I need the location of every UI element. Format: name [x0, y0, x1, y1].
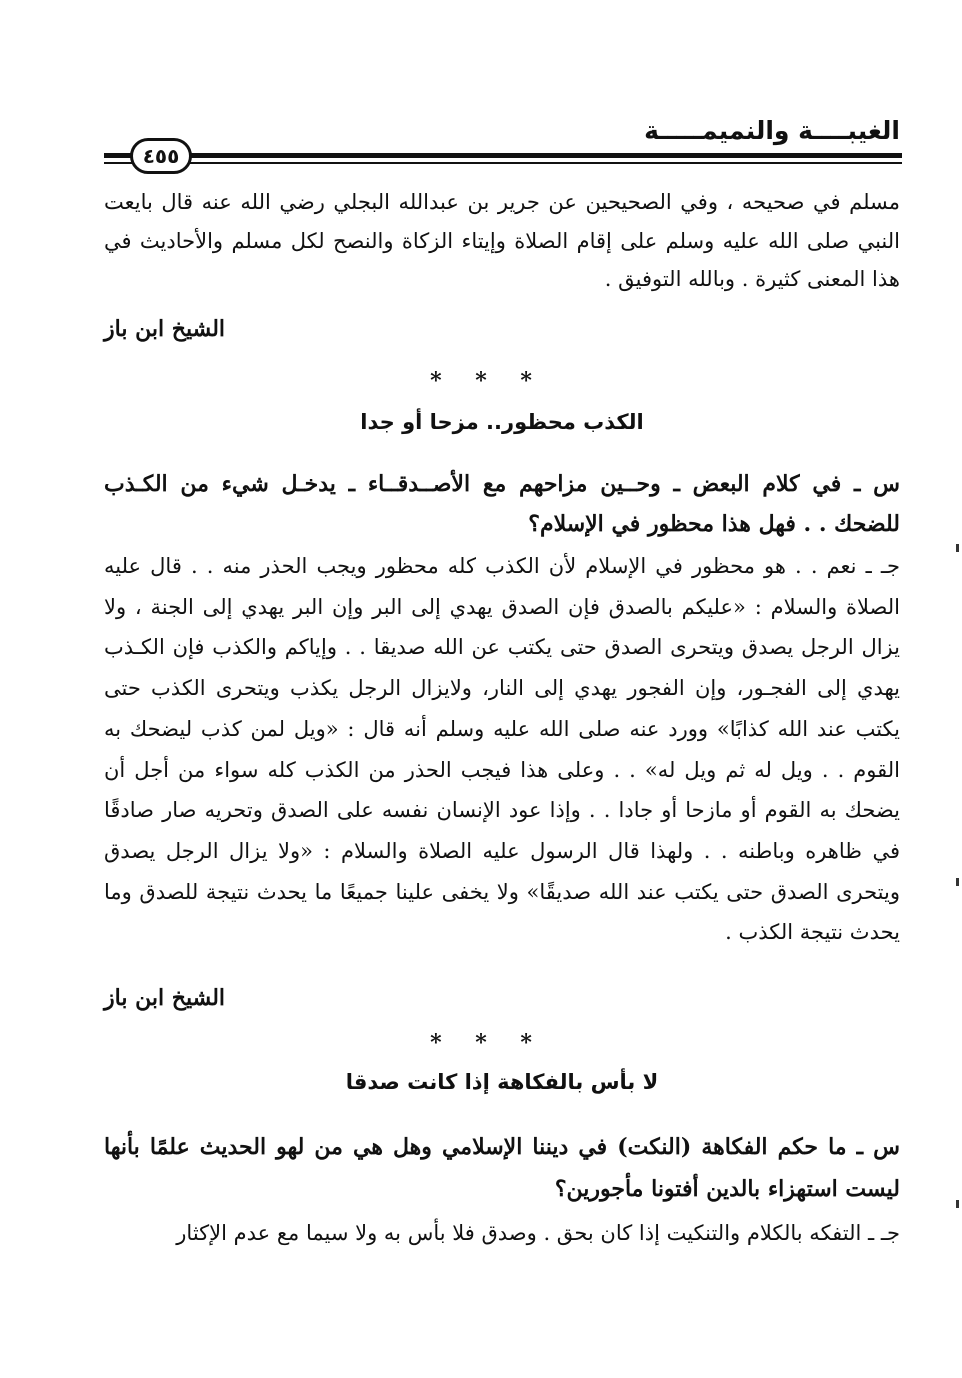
margin-mark: [956, 1200, 959, 1208]
margin-mark: [956, 878, 959, 886]
signature-ibn-baz-2: الشيخ ابن باز: [104, 985, 226, 1011]
question-lying: س ـ في كلام البعض ـ وحــين مزاحهم مع الأصــدقــاء ـ يدخـل شيء من الكـذب للضحك . . فهل هذا محظور في الإسلام؟: [104, 471, 900, 537]
section-heading-lying: الكذب محظور.. مزحا أو جدا: [360, 410, 644, 434]
header-rule: [104, 153, 902, 158]
page-number: ٤٥٥: [130, 138, 192, 174]
previous-answer-continuation: مسلم في صحيحه ، وفي الصحيحين عن جرير بن عبدالله البجلي رضي الله عنه قال بايعت النبي صلى الله عليه وسلم على إقام الصلاة وإيتاء الزكاة والنصح لكل مسلم والأحاديث في هذا المعنى كثيرة . وبالله التوفيق .: [104, 190, 900, 291]
section-separator-1: * * *: [430, 368, 532, 394]
section-heading-humor: لا بأس بالفكاهة إذا كانت صدقا: [345, 1070, 659, 1094]
signature-ibn-baz-1: الشيخ ابن باز: [104, 316, 226, 342]
question-humor: س ـ ما حكم الفكاهة (النكت) في ديننا الإسلامي وهل هي من لهو الحديث علمًا بأنها ليست استهزاء بالدين أفتونا مأجورين؟: [104, 1134, 900, 1202]
answer-humor: جـ ـ التفكه بالكلام والتنكيت إذا كان بحق . وصدق فلا بأس به ولا سيما مع عدم الإكثار: [176, 1221, 900, 1245]
running-header-title: الغيبــــة والنميمـــــة: [644, 116, 900, 145]
header-rule-thin: [104, 162, 902, 164]
section-separator-2: * * *: [430, 1030, 532, 1056]
answer-lying: جـ ـ نعم . . هو محظور في الإسلام لأن الكذب كله محظور ويجب الحذر منه . . قال عليه الصلاة والسلام : «عليكم بالصدق فإن الصدق يهدي إلى البر وإن البر يهدي إلى الجنة ، ولا يزال الرجل يصدق ويتحرى الصدق حتى يكتب عن الله صديقا . . وإياكم والكذب فإن الكـذب يهدي إلى الفجـور، وإن الفجور يهدي إلى النار، ولايزال الرجل يكذب ويتحرى الكذب حتى يكتب عند الله كذابًا» وورد عنه صلى الله عليه وسلم أنه قال : «ويل لمن كذب ليضحك به القوم . . ويل له ثم ويل له» . . وعلى هذا فيجب الحذر من الكذب كله سواء من أجل أن يضحك به القوم أو مازحا أو جادا . . وإذا عود الإنسان نفسه على الصدق وتحريه صار صادقًا في ظاهره وباطنه . . ولهذا قال الرسول عليه الصلاة والسلام : «ولا يزال الرجل يصدق ويتحرى الصدق حتى يكتب عند الله صديقًا» ولا يخفى علينا جميعًا ما يحدث نتيجة للصدق وما يحدث نتيجة الكذب .: [104, 554, 900, 945]
margin-mark: [956, 544, 959, 552]
